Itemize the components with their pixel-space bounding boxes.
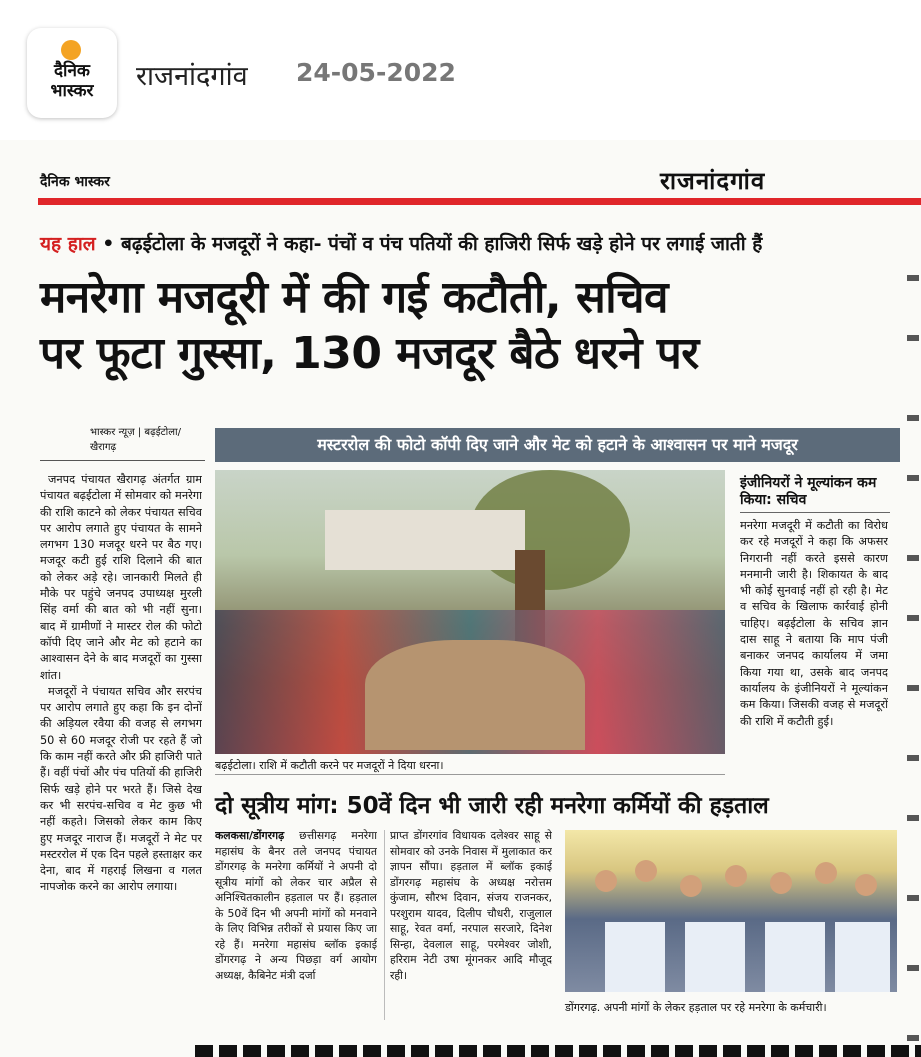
kicker-label: यह हाल [40, 233, 96, 255]
second-story-text-2: प्राप्त डोंगरगांव विधायक दलेश्वर साहू से सोमवार को उनके निवास में मुलाकात कर ज्ञापन सौंपा। हड़ताल में ब्लॉक इकाई डोंगरगढ़ महासंघ के अध्यक्ष नरोत्तम कुंजाम, सौरभ दिवान, संजय राजनकर, परशुराम यादव, दिलीप चौधरी, राजुलाल साहू, रेवत वर्मा, नरपाल सरजारे, दिनेश सिन्हा, देवलाल साहू, परमेश्वर जोशी, हरिराम नेटी उषा मूंगनकर आदि मौजूद रही। [390, 829, 552, 982]
sidebar-headline: इंजीनियरों ने मूल्यांकन कम किया: सचिव [740, 475, 877, 508]
story-paragraph-1: जनपद पंचायत खैरागढ़ अंतर्गत ग्राम पंचायत बढ़ईटोला में सोमवार को मनरेगा की राशि काटने को लेकर पंचायत सचिव पर आरोप लगाते हुए पंचायत के सामने लगभग 130 मजदूर धरने पर बैठ गए। मजदूर कटी हुई राशि दिलाने की बात को लेकर अड़े रहे। जानकारी मिलते ही मौके पर पहुंचे जनपद उपाध्यक्ष मुरली सिंह वर्मा की बात को भी नहीं सुना। बाद में ग्रामीणों ने मास्टर रोल की फोटो कॉपी दिए जाने और मेट को हटाने का आश्वासन देने के बाद मजदूरों का गुस्सा शांत। [40, 473, 202, 682]
byline [90, 425, 181, 455]
story-paragraph-2: मजदूरों ने पंचायत सचिव और सरपंच पर आरोप लगाते हुए कहा कि इन दोनों की अड़ियल रवैया की वजह से लगभग 50 से 60 मजदूर रोजी पर रहते हैं जो कि काम नहीं करते और फ्री हाजिरी पाते हैं। वहीं पंचों और पंच पतियों की हाजिरी सिर्फ खड़े होने पर भरते हैं। जिसे देख कर भी सरपंच-सचिव व मेट कुछ भी नहीं कहते। जिसको लेकर काम किए हुए मजदूर नाराज हैं। मजदूरों ने मेट पर मस्टररोल में एक दिन पहले हस्ताक्षर कर देना, बाद में गहराई लिखना व गलत नापजोक करने का आरोप लगाया। [40, 684, 202, 894]
sidebar-story [740, 518, 888, 774]
second-headline: दो सूत्रीय मांग: 50वें दिन भी जारी रही मनरेगा कर्मियों की हड़ताल [215, 793, 769, 819]
byline-divider [40, 460, 205, 461]
story-kicker [40, 230, 762, 256]
logo-line-2: भास्कर [50, 81, 94, 101]
byline-line-2: खैरागढ़ [90, 442, 117, 453]
kicker-bullet: • [102, 233, 115, 255]
kicker-text: बढ़ईटोला के मजदूरों ने कहा- पंचों व पंच पतियों की हाजिरी सिर्फ खड़े होने पर लगाई जाती हैं [121, 233, 763, 255]
sun-icon [61, 40, 81, 60]
main-story-column [40, 472, 202, 1017]
edition-date[interactable]: 24-05-2022 [296, 58, 456, 87]
byline-line-1: भास्कर न्यूज़ | बढ़ईटोला/ [90, 427, 181, 438]
dainik-bhaskar-logo-icon[interactable] [27, 28, 117, 118]
strike-photo-caption: डोंगरगढ़. अपनी मांगों के लेकर हड़ताल पर रहे मनरेगा के कर्मचारी। [565, 1001, 827, 1014]
second-story-dateline: कलकसा/डोंगरगढ़ [215, 829, 285, 842]
masthead-brand: दैनिक भास्कर [40, 174, 110, 190]
main-headline [40, 270, 900, 382]
next-headline-cutoff [195, 1045, 921, 1057]
masthead-city: राजनांदगांव [660, 167, 766, 195]
column-divider [384, 830, 385, 1020]
story-subhead-banner: मस्टररोल की फोटो कॉपी दिए जाने और मेट को हटाने के आश्वासन पर माने मजदूर [215, 428, 900, 462]
second-story-text-1: छत्तीसगढ़ मनरेगा महासंघ के बैनर तले जनपद पंचायत डोंगरगढ़ के मनरेगा कर्मियों ने अपनी दो सूत्रीय मांगों को लेकर चार अप्रैल से अनिश्चितकालीन हड़ताल पर हैं। हड़ताल के 50वें दिन भी अपनी मांगों को मनवाने के लिए विभिन्न तरीकों से प्रयास किए जा रहे हैं। मनरेगा महासंघ ब्लॉक इकाई डोंगरगढ़ ने अन्य पिछड़ा वर्ग आयोग अध्यक्ष, कैबिनेट मंत्री दर्जा [215, 829, 377, 982]
edition-city[interactable]: राजनांदगांव [136, 61, 248, 92]
protest-photo-caption: बढ़ईटोला। राशि में कटौती करने पर मजदूरों ने दिया धरना। [215, 758, 725, 775]
headline-line-1: मनरेगा मजदूरी में की गई कटौती, सचिव [40, 272, 668, 323]
protest-photo [215, 470, 725, 754]
masthead-divider [38, 198, 921, 205]
adjacent-page-edge [905, 215, 921, 1057]
app-header [0, 0, 921, 140]
epaper-page[interactable] [0, 140, 921, 1057]
sidebar-paragraph: मनरेगा मजदूरी में कटौती का विरोध कर रहे मजदूरों ने कहा कि अफसर निगरानी नहीं करते इससे कारण मनमानी जारी है। शिकायत के बाद भी कोई सुनवाई नहीं हो रही है। मेट व सचिव के खिलाफ कार्रवाई होनी चाहिए। बढ़ईटोला के सचिव ज्ञान दास साहू ने बताया कि माप पंजी बनाकर जनपद कार्यालय में जमा किया गया था, उसके बाद जनपद कार्यालय के इंजीनियरों ने मूल्यांकन कम किया। जिसकी वजह से मजदूरों की राशि में कटौती हुई। [740, 519, 888, 728]
headline-line-2: पर फूटा गुस्सा, 130 मजदूर बैठे धरने पर [40, 328, 699, 379]
logo-line-1: दैनिक [54, 61, 90, 81]
sidebar-divider [740, 512, 890, 513]
second-story-column-2 [390, 828, 552, 1024]
strike-photo [565, 830, 897, 992]
second-story-column-1 [215, 828, 377, 1024]
